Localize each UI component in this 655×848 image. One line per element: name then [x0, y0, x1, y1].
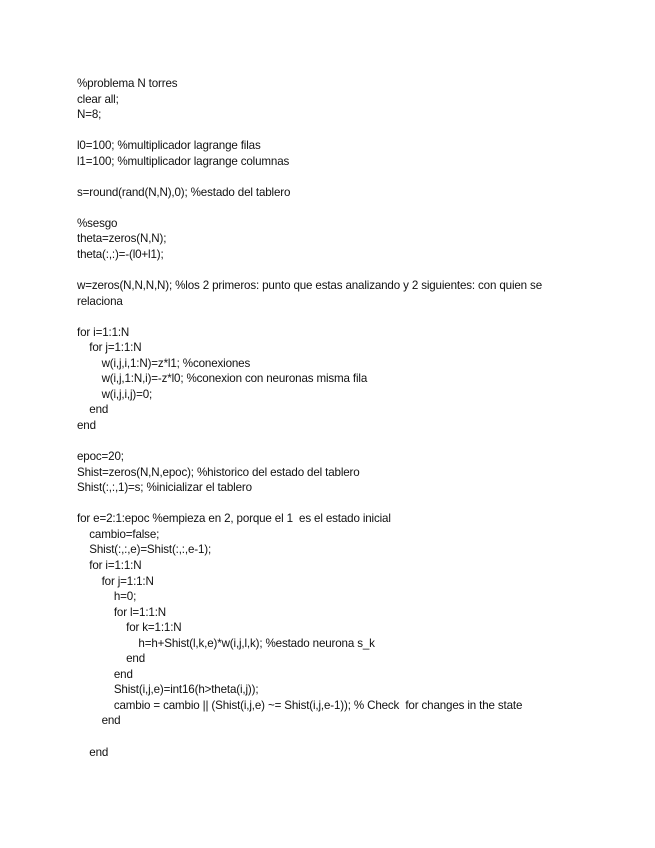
code-line: h=h+Shist(l,k,e)*w(i,j,l,k); %estado neurona s_k: [77, 636, 375, 650]
code-line: Shist(:,:,1)=s; %inicializar el tablero: [77, 481, 252, 495]
code-line: w(i,j,i,j)=0;: [77, 387, 153, 401]
code-line: %sesgo: [77, 216, 118, 230]
code-line: for i=1:1:N: [77, 325, 130, 339]
code-line: end: [77, 714, 121, 728]
code-line: Shist(i,j,e)=int16(h>theta(i,j));: [77, 683, 259, 697]
code-line: w(i,j,i,1:N)=z*l1; %conexiones: [77, 356, 251, 370]
code-line: Shist=zeros(N,N,epoc); %historico del estado del tablero: [77, 465, 360, 479]
code-line: w(i,j,1:N,i)=-z*l0; %conexion con neuronas misma fila: [77, 372, 368, 386]
code-line: for j=1:1:N: [77, 341, 142, 355]
code-listing: [77, 76, 577, 760]
code-line: theta=zeros(N,N);: [77, 232, 167, 246]
code-line: cambio=false;: [77, 527, 160, 541]
code-line: for k=1:1:N: [77, 621, 182, 635]
blank-line: [77, 496, 577, 512]
blank-line: [77, 263, 577, 279]
code-line: for i=1:1:N: [77, 558, 142, 572]
code-line: cambio = cambio || (Shist(i,j,e) ~= Shist(i,j,e-1)); % Check for changes in the state: [77, 698, 523, 712]
blank-line: [77, 200, 577, 216]
code-line: theta(:,:)=-(l0+l1);: [77, 248, 164, 262]
code-line: end: [77, 745, 109, 759]
code-line: l0=100; %multiplicador lagrange filas: [77, 139, 261, 153]
code-line: N=8;: [77, 108, 102, 122]
blank-line: [77, 434, 577, 450]
blank-line: [77, 729, 577, 745]
code-line: s=round(rand(N,N),0); %estado del tablero: [77, 185, 291, 199]
code-line: %problema N torres: [77, 77, 178, 90]
code-line: epoc=20;: [77, 450, 124, 464]
code-line: clear all;: [77, 92, 119, 106]
code-line: for j=1:1:N: [77, 574, 154, 588]
code-line: h=0;: [77, 590, 137, 604]
blank-line: [77, 309, 577, 325]
blank-line: [77, 169, 577, 185]
code-line: Shist(:,:,e)=Shist(:,:,e-1);: [77, 543, 212, 557]
code-line: for e=2:1:epoc %empieza en 2, porque el 1 es el estado inicial: [77, 512, 391, 526]
code-line: l1=100; %multiplicador lagrange columnas: [77, 154, 290, 168]
code-line: end: [77, 403, 109, 417]
code-line: end: [77, 652, 146, 666]
blank-line: [77, 123, 577, 139]
code-line: w=zeros(N,N,N,N); %los 2 primeros: punto que estas analizando y 2 siguientes: con quien se relaciona: [77, 279, 542, 308]
code-line: end: [77, 667, 133, 681]
code-line: end: [77, 419, 96, 433]
code-line: for l=1:1:N: [77, 605, 167, 619]
